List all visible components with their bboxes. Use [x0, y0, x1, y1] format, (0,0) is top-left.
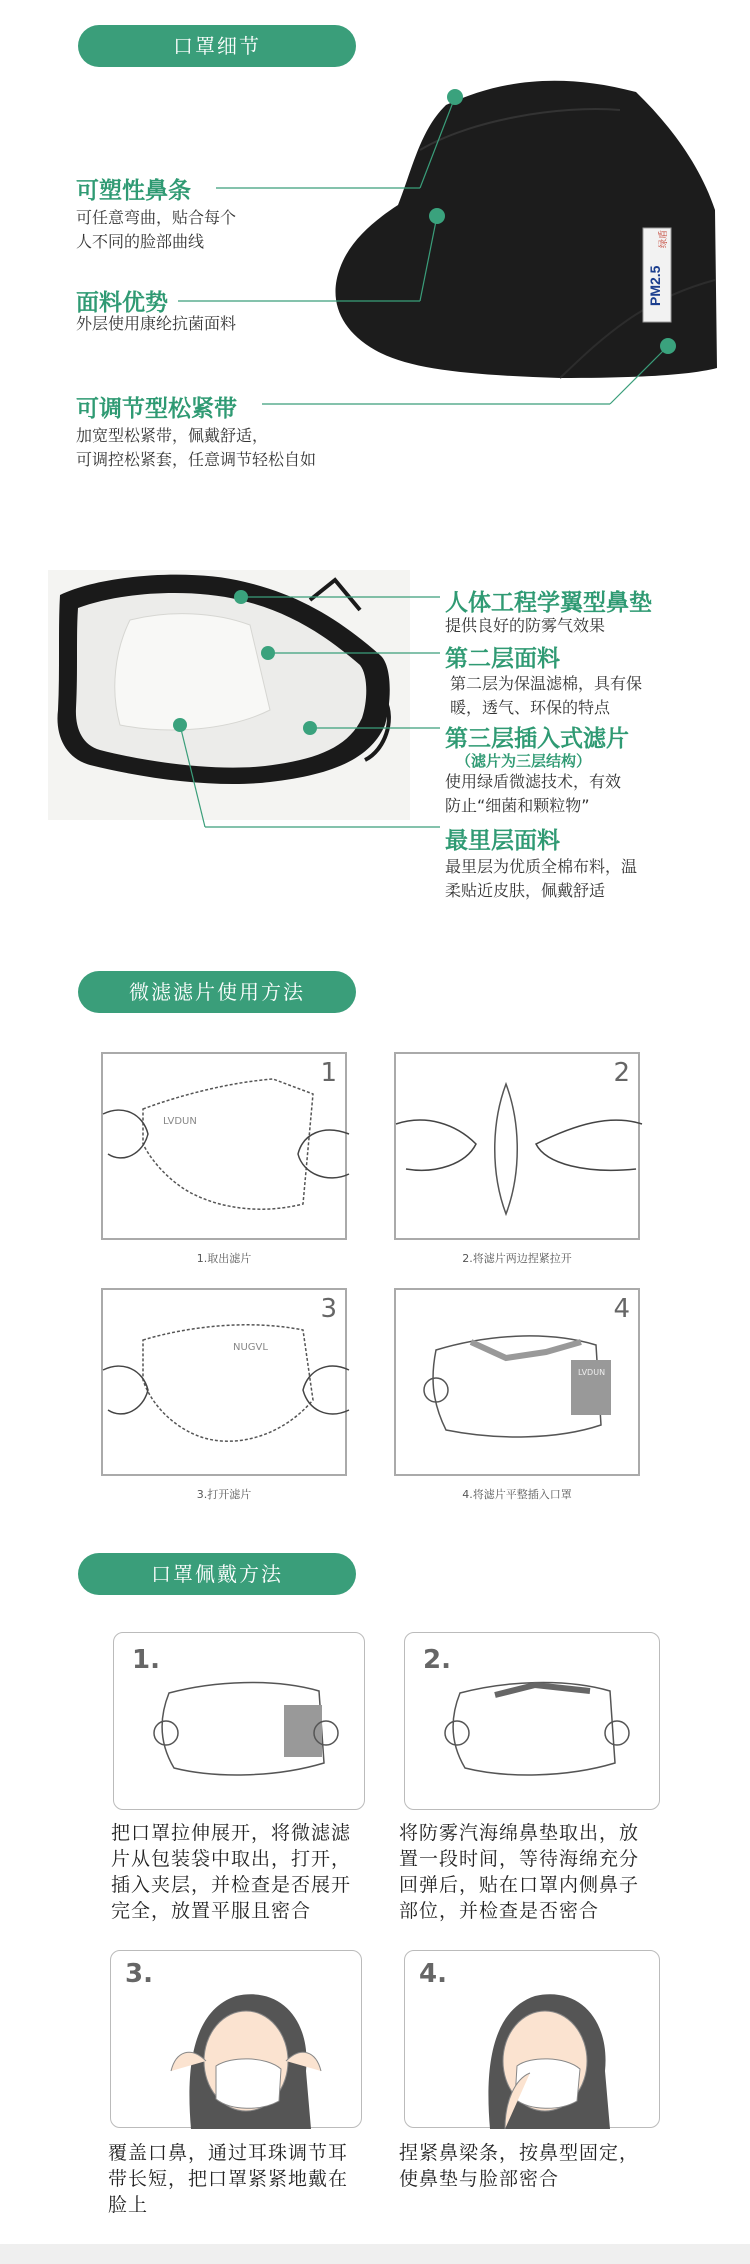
svg-text:PM2.5: PM2.5 [647, 265, 663, 306]
wear-step-number: 4. [419, 1959, 447, 1989]
svg-text:LVDUN: LVDUN [578, 1368, 606, 1377]
filter-step-number: 2 [613, 1058, 630, 1088]
section-header-filter-usage: 微滤滤片使用方法 [78, 971, 356, 1013]
wear-step-2-panel [404, 1632, 660, 1810]
svg-text:LVDUN: LVDUN [163, 1116, 197, 1127]
section-header-detail: 口罩细节 [78, 25, 356, 67]
filter-step-caption: 3.打开滤片 [196, 1488, 252, 1501]
footer-strip [0, 2244, 750, 2264]
feature-title-nose-strip: 可塑性鼻条 [76, 178, 191, 204]
wear-step-1-illustration [114, 1633, 366, 1811]
pm25-label [643, 228, 671, 322]
layer-title-third: 第三层插入式滤片 [445, 726, 629, 752]
wear-step-4-panel [404, 1950, 660, 2128]
filter-step-4-illustration [396, 1290, 642, 1478]
filter-step-caption: 2.将滤片两边捏紧拉开 [462, 1252, 572, 1265]
wear-step-4-illustration [405, 1951, 661, 2129]
section-header-wear: 口罩佩戴方法 [78, 1553, 356, 1595]
feature-desc-elastic-band: 加宽型松紧带，佩戴舒适， 可调控松紧套，任意调节轻松自如 [76, 426, 317, 469]
layer-desc-nose-pad: 提供良好的防雾气效果 [445, 616, 606, 635]
wear-step-number: 3. [125, 1959, 153, 1989]
wear-step-1-text: 把口罩拉伸展开，将微滤滤 片从包装袋中取出，打开， 插入夹层，并检查是否展开 完全，放置平服且密合 [111, 1822, 352, 1922]
svg-text:绿盾: 绿盾 [658, 229, 668, 248]
feature-desc-nose-strip: 可任意弯曲，贴合每个 人不同的脸部曲线 [76, 208, 237, 251]
layer-desc-second: 第二层为保温滤棉，具有保 暖，透气、环保的特点 [450, 674, 643, 717]
filter-step-2-illustration [396, 1054, 642, 1242]
feature-title-fabric: 面料优势 [76, 290, 168, 316]
layer-title-second: 第二层面料 [445, 646, 560, 672]
filter-step-1-illustration [103, 1054, 349, 1242]
layer-desc-innermost: 最里层为优质全棉布料，温 柔贴近皮肤，佩戴舒适 [445, 857, 638, 900]
wear-step-number: 1. [132, 1645, 160, 1675]
layer-title-innermost: 最里层面料 [445, 828, 560, 854]
filter-step-1-panel [101, 1052, 347, 1240]
feature-title-elastic-band: 可调节型松紧带 [76, 396, 237, 422]
feature-desc-fabric: 外层使用康纶抗菌面料 [76, 314, 237, 333]
wear-step-1-panel [113, 1632, 365, 1810]
layer-desc-third: 使用绿盾微滤技术，有效 防止“细菌和颗粒物” [445, 772, 622, 815]
filter-step-2-panel [394, 1052, 640, 1240]
wear-step-2-illustration [405, 1633, 661, 1811]
filter-step-4-panel [394, 1288, 640, 1476]
layer-sub-third: （滤片为三层结构） [456, 752, 592, 770]
filter-step-number: 1 [320, 1058, 337, 1088]
filter-step-3-illustration [103, 1290, 349, 1478]
wear-step-3-text: 覆盖口鼻，通过耳珠调节耳 带长短，把口罩紧紧地戴在 脸上 [108, 2142, 349, 2216]
filter-step-caption: 4.将滤片平整插入口罩 [462, 1488, 572, 1501]
filter-step-3-panel [101, 1288, 347, 1476]
wear-step-4-text: 捏紧鼻梁条，按鼻型固定， 使鼻垫与脸部密合 [399, 2142, 640, 2190]
wear-step-3-illustration [111, 1951, 363, 2129]
filter-step-number: 4 [613, 1294, 630, 1324]
filter-step-number: 3 [320, 1294, 337, 1324]
wear-step-number: 2. [423, 1645, 451, 1675]
filter-step-caption: 1.取出滤片 [196, 1252, 252, 1265]
layer-title-nose-pad: 人体工程学翼型鼻垫 [445, 590, 652, 616]
wear-step-2-text: 将防雾汽海绵鼻垫取出，放 置一段时间，等待海绵充分 回弹后，贴在口罩内侧鼻子 部位，并检查是否密合 [399, 1822, 640, 1922]
wear-step-3-panel [110, 1950, 362, 2128]
svg-text:NUGVL: NUGVL [233, 1342, 268, 1353]
